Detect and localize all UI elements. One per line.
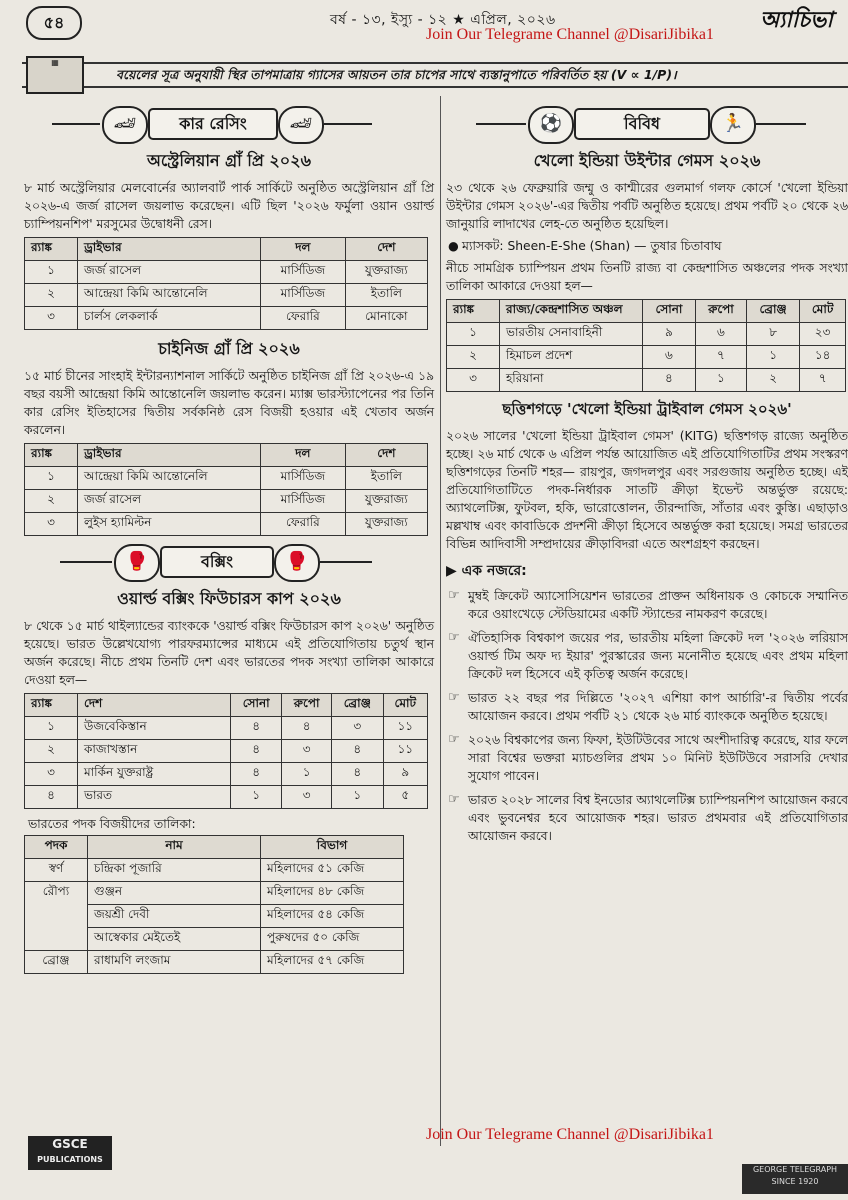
table-header-row [25,238,428,261]
column-header: রুপো [695,300,746,323]
column-header: র‍্যাঙ্ক [25,444,78,467]
table-cell: ৯ [643,323,696,346]
bullet-text: ২০২৬ বিশ্বকাপের জন্য ফিফা, ইউটিউবের সাথে অংশীদারিত্ব করেছে, যার ফলে সারা বিশ্বের ভক্তরা ম্যাচগুলির প্রথম ১০ মিনিট ইউটিউবে সরাসরি দেখার সুযোগ পাবেন। [468,733,848,783]
table-cell: ১ [25,467,78,490]
table-caption: ভারতের পদক বিজয়ীদের তালিকা: [28,817,196,831]
table-cell: ১ [282,763,332,786]
winners-table [24,835,404,974]
column-header: দল [261,238,346,261]
table-cell: ৩ [447,369,500,392]
table-header-row [25,444,428,467]
table-cell: মহিলাদের ৪৮ কেজি [261,882,404,905]
players-icon: 🏃 [710,106,756,144]
table-cell: ১ [231,786,282,809]
table-cell: হরিয়ানা [500,369,643,392]
article-paragraph: ৮ থেকে ১৫ মার্চ থাইল্যান্ডের ব্যাংককে 'ওয়ার্ল্ড বক্সিং ফিউচারস কাপ ২০২৬' অনুষ্ঠিত হয়েছে। ভারত উল্লেখযোগ্য পারফরম্যান্সের মাধ্যমে এই প্রতিযোগিতায় চতুর্থ স্থান অর্জন করেছে। নীচে প্রথম তিনটি দেশ এবং ভারতের পদক সংখ্যা তালিকা আকারে দেওয়া হল— [24,619,434,687]
table-cell: ৪ [25,786,78,809]
bullet-text: ভারত ২২ বছর পর দিল্লিতে '২০২৭ এশিয়া কাপ আর্চারি'-র দ্বিতীয় পর্বের আয়োজন করবে। প্রথম পর্বটি ২১ থেকে ২৬ মার্চ ব্যাংককে অনুষ্ঠিত হয়েছে। [468,691,848,723]
table-row [25,513,428,536]
page-number: ৫৪ [26,6,82,40]
column-header: নাম [88,836,261,859]
table-row [25,859,404,882]
column-header: ব্রোঞ্জ [747,300,800,323]
table-row [25,786,428,809]
table-cell: জর্জ রাসেল [78,261,261,284]
banner-rule [476,123,526,125]
table-cell: ২৩ [800,323,846,346]
publisher-logo [28,1136,112,1170]
column-header: ড্রাইভার [78,444,261,467]
banner-rule [60,561,112,563]
table-cell: ইতালি [345,467,427,490]
table-cell: উজবেকিস্তান [78,717,231,740]
table-cell: ৫ [383,786,427,809]
table-cell: যুক্তরাজ্য [345,513,427,536]
column-header: ড্রাইভার [78,238,261,261]
table-cell: মার্সিডিজ [261,284,346,307]
article-paragraph: ২৩ থেকে ২৬ ফেব্রুয়ারি জম্মু ও কাশ্মীরের গুলমার্গ গলফ কোর্সে 'খেলো ইন্ডিয়া উইন্টার গেমস ২০২৬'-এর দ্বিতীয় পর্বটি অনুষ্ঠিত হয়েছে। প্রথম পর্বটি ২০ থেকে ২৬ জানুয়ারি লাদাখের লেহ-তে অনুষ্ঠিত হয়েছিল। [446,181,848,231]
table-row [25,763,428,786]
column-header: র‍্যাঙ্ক [25,694,78,717]
column-header: র‍্যাঙ্ক [25,238,78,261]
formula-text: বয়েলের সূত্র অনুযায়ী স্থির তাপমাত্রায় গ্যাসের আয়তন তার চাপের সাথে ব্যস্তানুপাতে পরিবর্তিত হয় (V ∝ 1/P)। [116,67,677,82]
table-cell: ৩ [331,717,383,740]
at-a-glance-heading: ▶ এক নজরে: [446,563,527,579]
telegraph-name: GEORGE TELEGRAPH [752,1165,838,1174]
banner-rule [756,123,806,125]
telegram-watermark-top: Join Our Telegrame Channel @DisariJibika1 [426,26,714,43]
table-row [447,369,846,392]
press-icon: ▦ [26,56,84,94]
column-header: মোট [383,694,427,717]
table-cell: ৭ [800,369,846,392]
page-header [0,0,848,56]
article-heading: চাইনিজ গ্রাঁ প্রি ২০২৬ [158,339,300,358]
section-label: বিবিধ [574,108,710,140]
bullet-text: মুম্বই ক্রিকেট অ্যাসোসিয়েশন ভারতের প্রাক্তন অধিনায়ক ও কোচকে সম্মানিত করে ওয়াংখেড়ে স্টেডিয়ামের একটি স্ট্যান্ডের নামকরণ করেছে। [468,589,848,621]
table-cell: ৪ [231,763,282,786]
boxer-icon: 🥊 [274,544,320,582]
medal-table [446,299,846,392]
table-cell: ভারতীয় সেনাবাহিনী [500,323,643,346]
table-cell: ইতালি [345,284,427,307]
table-cell: আস্বেকার মেইতেই [88,928,261,951]
column-header: মোট [800,300,846,323]
table-cell: ফেরারি [261,513,346,536]
publisher-sub: PUBLICATIONS [37,1155,103,1164]
table-cell: ৪ [231,717,282,740]
table-cell: ২ [25,740,78,763]
pointing-hand-icon: ☞ [448,588,460,603]
bullet-dot-icon: ● [448,239,459,253]
pointing-hand-icon: ☞ [448,732,460,747]
column-header: ব্রোঞ্জ [331,694,383,717]
column-header: র‍্যাঙ্ক [447,300,500,323]
table-row [25,951,404,974]
table-header-row [25,694,428,717]
column-header: দেশ [345,444,427,467]
table-cell: ১১ [383,717,427,740]
table-cell: যুক্তরাজ্য [345,261,427,284]
table-cell: ৩ [282,786,332,809]
article-paragraph: ৮ মার্চ অস্ট্রেলিয়ার মেলবোর্নের অ্যালবার্ট পার্ক সার্কিটে অনুষ্ঠিত অস্ট্রেলিয়ান গ্রাঁ প্রি ২০২৬-এ জর্জ রাসেল জয়লাভ করেছেন। এটি ছিল '২০২৬ ফর্মুলা ওয়ান ওয়ার্ল্ড চ্যাম্পিয়নশিপ' মরসুমের উদ্বোধনী রেস। [24,181,434,231]
bullet-text: ভারত ২০২৮ সালের বিশ্ব ইনডোর অ্যাথলেটিক্স চ্যাম্পিয়নশিপ আয়োজন করবে এবং ভুবনেশ্বর হবে আয়োজক শহর। ভারত প্রথমবার এই প্রতিযোগিতার আয়োজন করবে। [468,793,848,843]
column-header: সোনা [231,694,282,717]
table-cell: ফেরারি [261,307,346,330]
pointing-hand-icon: ☞ [448,630,460,645]
table-row [25,740,428,763]
table-cell: ৩ [282,740,332,763]
players-icon: ⚽ [528,106,574,144]
table-cell: মহিলাদের ৫৭ কেজি [261,951,404,974]
column-header: সোনা [643,300,696,323]
table-cell: ১৪ [800,346,846,369]
table-cell: কাজাখস্তান [78,740,231,763]
table-cell: ১ [695,369,746,392]
table-cell: ৩ [25,307,78,330]
news-bullet [446,689,848,725]
racing-car-icon: 🏎 [278,106,324,144]
table-cell: ৮ [747,323,800,346]
column-header: রুপো [282,694,332,717]
table-cell: ১১ [383,740,427,763]
car-racing-banner [24,106,434,142]
table-cell: ১ [25,261,78,284]
table-cell: ১ [25,717,78,740]
article-paragraph: ১৫ মার্চ চীনের সাংহাই ইন্টারন্যাশনাল সার্কিটে অনুষ্ঠিত চাইনিজ গ্রাঁ প্রি ২০২৬-এ ১৯ বছর বয়সী আন্দ্রেয়া কিমি আন্তোনেলি জয়লাভ করেন। ম্যাক্স ভারস্ট্যাপেনের পর তিনি কার রেসিং ইতিহাসের দ্বিতীয় সর্বকনিষ্ঠ রেস বিজয়ী হওয়ার এই খেতাব অর্জন করলেন। [24,369,434,437]
publisher-name: GSCE [52,1137,88,1151]
column-divider [440,96,441,1146]
table-cell: ১ [447,323,500,346]
section-label: বক্সিং [160,546,274,578]
column-header: রাজ্য/কেন্দ্রশাসিত অঞ্চল [500,300,643,323]
table-cell: রাধামণি লংজাম [88,951,261,974]
mascot-text: ম্যাসকট: Sheen-E-She (Shan) — তুষার চিতাবাঘ [462,239,722,253]
bullet-text: ঐতিহাসিক বিশ্বকাপ জয়ের পর, ভারতীয় মহিলা ক্রিকেট দল '২০২৬ লরিয়াস ওয়ার্ল্ড টিম অফ দ্য ইয়ার' পুরস্কারের জন্য মনোনীত হয়েছে এবং প্রথম মহিলা ক্রিকেট দল হিসেবে এই কৃতিত্ব অর্জন করেছে। [468,631,848,681]
article-paragraph: নীচে সামগ্রিক চ্যাম্পিয়ন প্রথম তিনটি রাজ্য বা কেন্দ্রশাসিত অঞ্চলের পদক সংখ্যা তালিকা আকারে দেওয়া হল— [446,261,848,293]
table-cell: আন্দ্রেয়া কিমি আন্তোনেলি [78,467,261,490]
news-bullet [446,731,848,785]
telegram-watermark-bottom: Join Our Telegrame Channel @DisariJibika1 [426,1126,714,1143]
issue-line: বর্ষ - ১৩, ইস্যু - ১২ ★ এপ্রিল, ২০২৬ [330,12,556,28]
table-cell: ৭ [695,346,746,369]
table-cell: ৪ [331,763,383,786]
news-bullet [446,629,848,683]
racing-car-icon: 🏎 [102,106,148,144]
news-bullet [446,791,848,845]
table-cell: ১ [747,346,800,369]
table-cell: আন্দ্রেয়া কিমি আন্তোনেলি [78,284,261,307]
table-row [25,490,428,513]
table-cell: মোনাকো [345,307,427,330]
table-row [25,261,428,284]
table-cell: ৬ [695,323,746,346]
banner-rule [324,123,372,125]
column-header: বিভাগ [261,836,404,859]
table-row [25,284,428,307]
table-cell: গুঞ্জন [88,882,261,905]
table-cell: ভারত [78,786,231,809]
table-cell: ব্রোঞ্জ [25,951,88,974]
left-column [24,98,434,980]
news-bullet [446,587,848,623]
table-cell: ৪ [643,369,696,392]
table-row [447,323,846,346]
column-header: পদক [25,836,88,859]
table-cell: যুক্তরাজ্য [345,490,427,513]
results-table [24,237,428,330]
table-row [25,307,428,330]
table-cell: ৬ [643,346,696,369]
mascot-line [446,237,848,255]
table-cell: ২ [747,369,800,392]
telegraph-logo [742,1164,848,1194]
formula-strip [22,58,848,88]
table-cell: ৪ [331,740,383,763]
boxer-icon: 🥊 [114,544,160,582]
article-heading: খেলো ইন্ডিয়া উইন্টার গেমস ২০২৬ [533,151,761,170]
misc-banner [446,106,848,142]
table-cell: ২ [447,346,500,369]
article-heading: অস্ট্রেলিয়ান গ্রাঁ প্রি ২০২৬ [147,151,311,170]
table-cell: লুইস হ্যামিল্টন [78,513,261,536]
results-table [24,443,428,536]
table-cell: মার্সিডিজ [261,261,346,284]
pointing-hand-icon: ☞ [448,690,460,705]
table-cell: মার্কিন যুক্তরাষ্ট্র [78,763,231,786]
table-cell: ১ [331,786,383,809]
table-row [25,882,404,905]
table-header-row [25,836,404,859]
article-heading: ওয়ার্ল্ড বক্সিং ফিউচারস কাপ ২০২৬ [117,589,341,608]
table-cell: মহিলাদের ৫৪ কেজি [261,905,404,928]
section-label: কার রেসিং [148,108,278,140]
boxing-banner [24,544,434,580]
column-header: দল [261,444,346,467]
table-cell: ৪ [282,717,332,740]
column-header: দেশ [78,694,231,717]
table-cell: রৌপ্য [25,882,88,951]
article-heading: ছত্তিশগড়ে 'খেলো ইন্ডিয়া ট্রাইবাল গেমস ২০২৬' [502,400,792,418]
medal-table [24,693,428,809]
pointing-hand-icon: ☞ [448,792,460,807]
table-cell: ৩ [25,513,78,536]
table-cell: পুরুষদের ৫০ কেজি [261,928,404,951]
table-cell: ৪ [231,740,282,763]
right-column [446,98,848,851]
table-cell: জর্জ রাসেল [78,490,261,513]
table-cell: চার্লস লেকলার্ক [78,307,261,330]
table-cell: মার্সিডিজ [261,467,346,490]
table-cell: স্বর্ণ [25,859,88,882]
table-cell: হিমাচল প্রদেশ [500,346,643,369]
banner-rule [320,561,372,563]
table-row [25,467,428,490]
banner-rule [52,123,100,125]
table-cell: ৯ [383,763,427,786]
table-cell: মহিলাদের ৫১ কেজি [261,859,404,882]
table-header-row [447,300,846,323]
table-row [447,346,846,369]
table-cell: জয়শ্রী দেবী [88,905,261,928]
column-header: দেশ [345,238,427,261]
magazine-title: অ্যাচিভা [760,7,833,33]
table-row [25,717,428,740]
table-cell: চন্দ্রিকা পূজারি [88,859,261,882]
table-cell: ৩ [25,763,78,786]
table-cell: ২ [25,284,78,307]
telegraph-sub: SINCE 1920 [771,1177,819,1186]
table-cell: ২ [25,490,78,513]
table-cell: মার্সিডিজ [261,490,346,513]
article-paragraph: ২০২৬ সালের 'খেলো ইন্ডিয়া ট্রাইবাল গেমস' (KITG) ছত্তিশগড় রাজ্যে অনুষ্ঠিত হচ্ছে। ২৬ মার্চ থেকে ৬ এপ্রিল পর্যন্ত আয়োজিত এই প্রতিযোগিতাটির প্রথম সংস্করণ ছত্তিশগড়ের তিনটি শহর— রায়পুর, জগদলপুর এবং সরগুজায় অনুষ্ঠিত হচ্ছে। এই প্রতিযোগিতাটিতে পদক-নির্ধারক সাতটি ক্রীড়া ইভেন্ট অন্তর্ভুক্ত রয়েছে: অ্যাথলেটিক্স, ফুটবল, হকি, ভারোত্তোলন, তীরন্দাজি, সাঁতার এবং কুস্তি। এছাড়াও মল্লখাম্ব এবং কাবাডিকে প্রদর্শনী ক্রীড়া হিসেবে অন্তর্ভুক্ত করা হয়েছে। সমগ্র ভারতের বিভিন্ন আদিবাসী সম্প্রদায়ের ক্রীড়াবিদরা এতে অংশগ্রহণ করছেন। [446,429,848,551]
